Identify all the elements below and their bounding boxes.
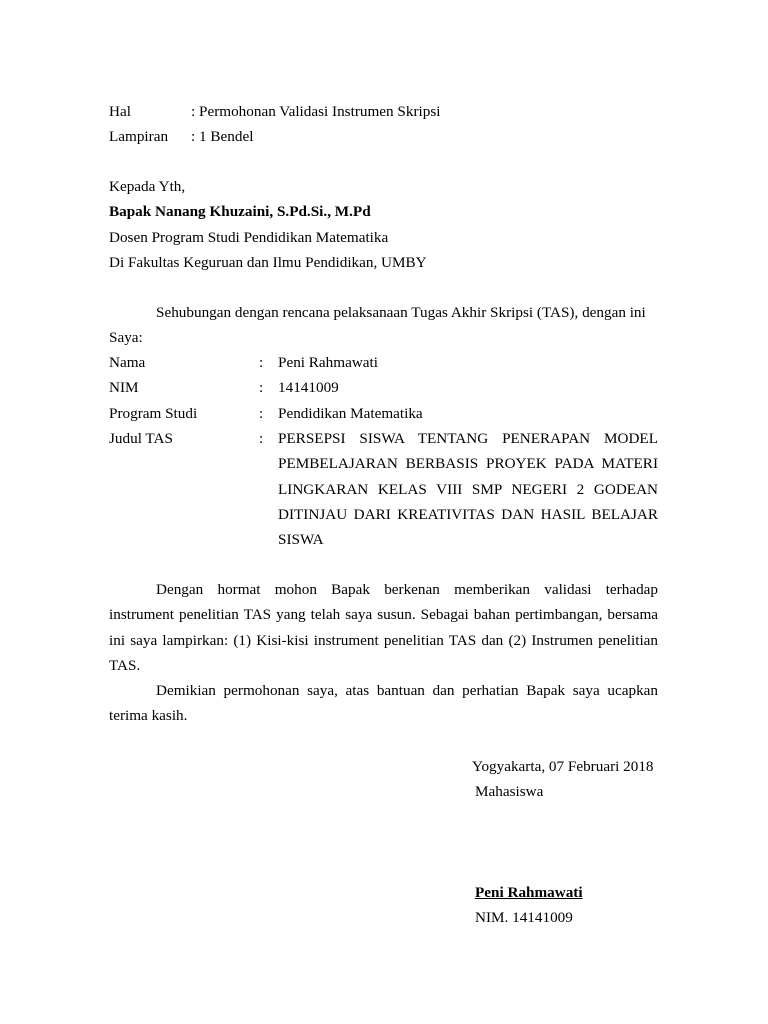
prodi-value: Pendidikan Matematika <box>278 405 423 422</box>
judul-line-2: PEMBELAJARAN BERBASIS PROYEK PADA MATERI <box>278 455 658 472</box>
recipient-line-1: Dosen Program Studi Pendidikan Matematika <box>109 229 389 246</box>
nim-colon: : <box>259 379 264 396</box>
hal-label: Hal <box>109 103 131 120</box>
hal-value: : Permohonan Validasi Instrumen Skripsi <box>191 103 441 120</box>
place-date: Yogyakarta, 07 Februari 2018 <box>472 758 654 775</box>
nama-value: Peni Rahmawati <box>278 354 378 371</box>
judul-colon: : <box>259 430 264 447</box>
nim-label: NIM <box>109 379 139 396</box>
judul-line-5: SISWA <box>278 531 324 548</box>
recipient-line-2: Di Fakultas Keguruan dan Ilmu Pendidikan, UMBY <box>109 254 427 271</box>
body-p2-line-1: Demikian permohonan saya, atas bantuan dan perhatian Bapak saya ucapkan <box>156 682 658 699</box>
nim-value: 14141009 <box>278 379 339 396</box>
judul-line-1: PERSEPSI SISWA TENTANG PENERAPAN MODEL <box>278 430 658 447</box>
intro-line-2: Saya: <box>109 329 143 346</box>
signature-role: Mahasiswa <box>475 783 544 800</box>
judul-line-3: LINGKARAN KELAS VIII SMP NEGERI 2 GODEAN <box>278 481 658 498</box>
lampiran-label: Lampiran <box>109 128 169 145</box>
nama-label: Nama <box>109 354 146 371</box>
signature-nim: NIM. 14141009 <box>475 909 573 926</box>
judul-label: Judul TAS <box>109 430 173 447</box>
body-p1-line-2: instrument penelitian TAS yang telah saya susun. Sebagai bahan pertimbangan, bersama <box>109 606 658 623</box>
greeting: Kepada Yth, <box>109 178 186 195</box>
recipient-name: Bapak Nanang Khuzaini, S.Pd.Si., M.Pd <box>109 203 371 220</box>
body-p2-line-2: terima kasih. <box>109 707 188 724</box>
prodi-colon: : <box>259 405 264 422</box>
judul-line-4: DITINJAU DARI KREATIVITAS DAN HASIL BELAJAR <box>278 506 658 523</box>
signature-name: Peni Rahmawati <box>475 884 583 901</box>
prodi-label: Program Studi <box>109 405 198 422</box>
intro-line-1: Sehubungan dengan rencana pelaksanaan Tugas Akhir Skripsi (TAS), dengan ini <box>156 304 646 321</box>
body-p1-line-1: Dengan hormat mohon Bapak berkenan memberikan validasi terhadap <box>156 581 658 598</box>
body-p1-line-3: ini saya lampirkan: (1) Kisi-kisi instrument penelitian TAS dan (2) Instrumen penelitian <box>109 632 658 649</box>
lampiran-value: : 1 Bendel <box>191 128 254 145</box>
body-p1-line-4: TAS. <box>109 657 141 674</box>
nama-colon: : <box>259 354 264 371</box>
